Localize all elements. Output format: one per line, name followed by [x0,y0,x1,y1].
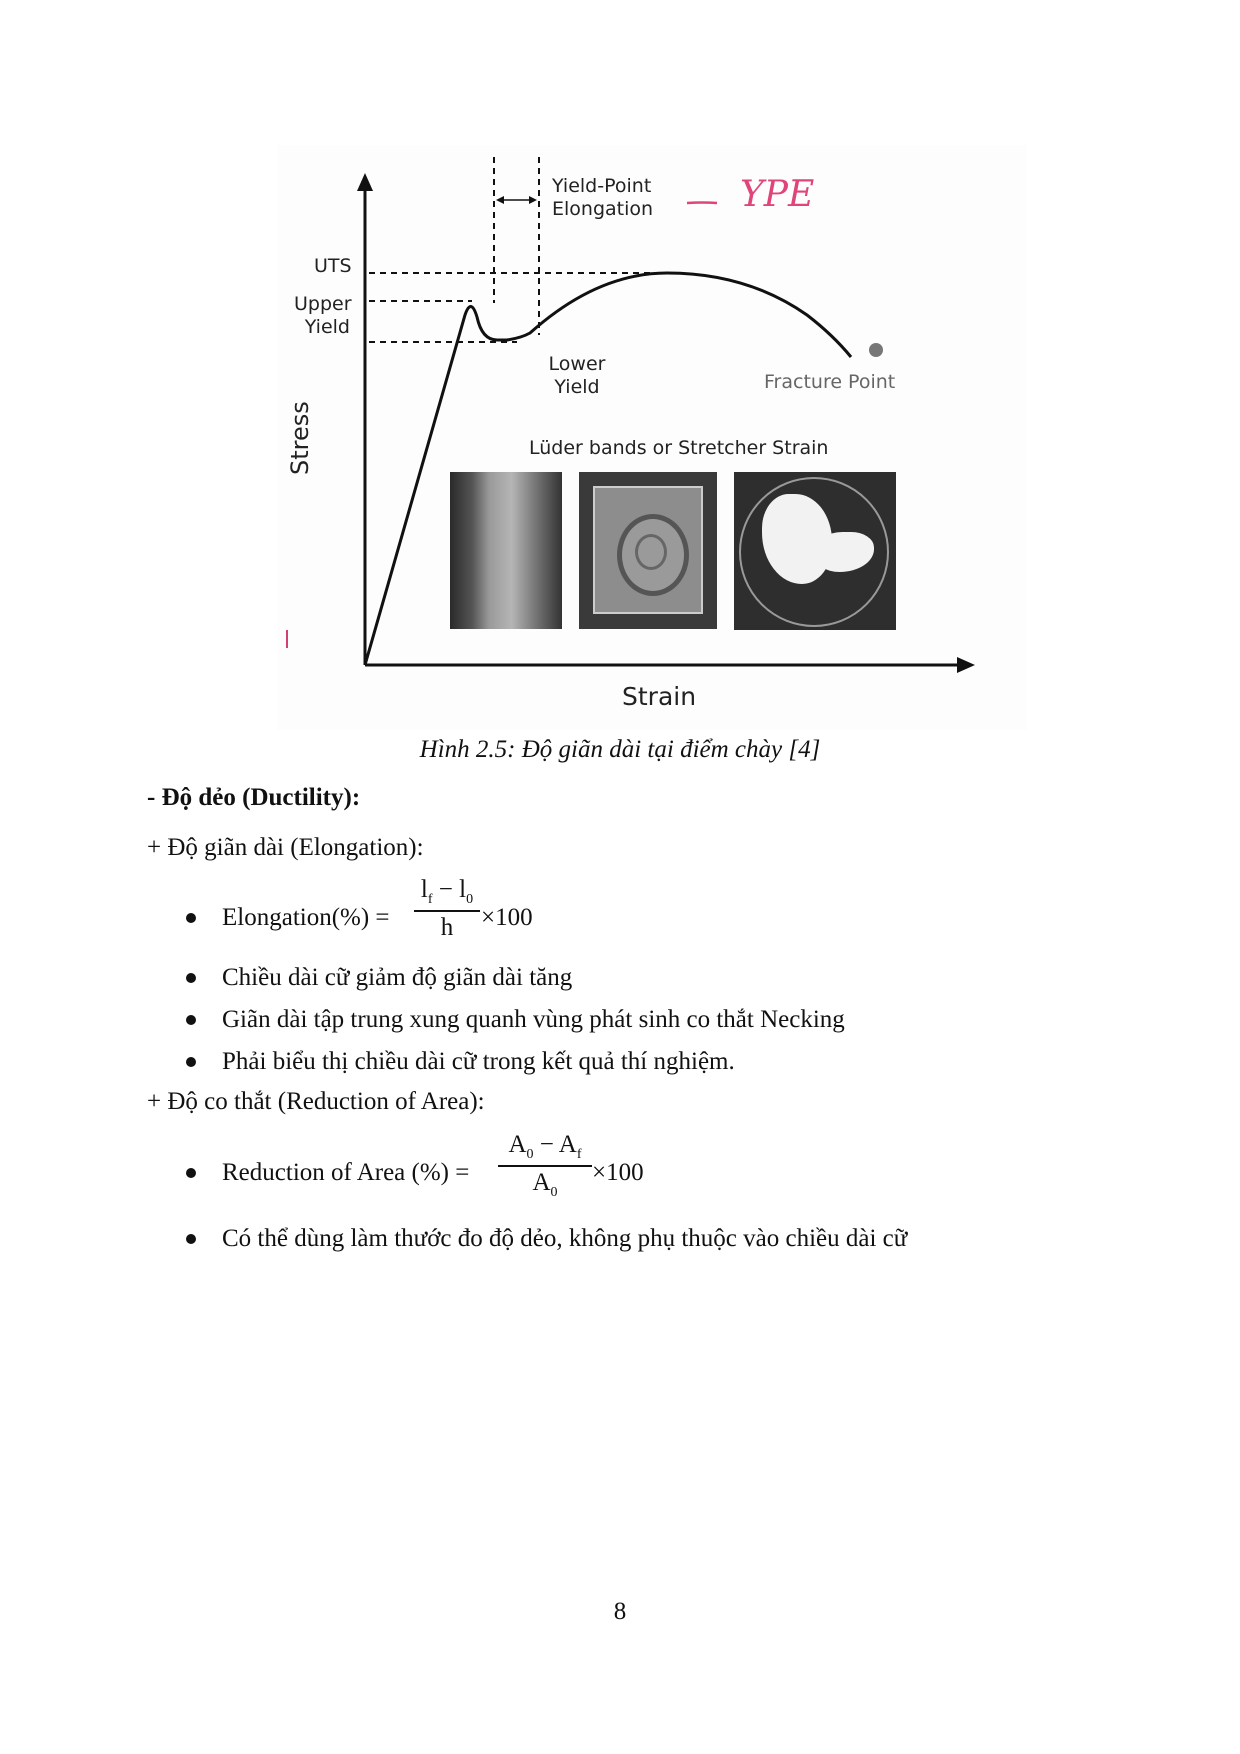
stress-strain-figure [277,145,1027,730]
reduction-formula-lhs: Reduction of Area (%) = [222,1159,470,1186]
bullet-dot [186,1057,196,1067]
reduction-fraction-bar [498,1165,592,1167]
bullet-dot [186,1168,196,1178]
uts-label: UTS [314,255,352,277]
reduction-title: + Độ co thắt (Reduction of Area): [147,1088,485,1115]
elongation-multiplier: ×100 [481,904,533,931]
ype-label: Yield-Point Elongation [552,175,654,220]
fracture-surface-photo [734,472,896,630]
lower-yield-label: Lower Yield [548,353,606,398]
elongation-fraction-bar [414,910,480,912]
elongation-title: + Độ giãn dài (Elongation): [147,834,424,861]
luder-bands-photo [450,472,562,629]
elongation-formula-lhs: Elongation(%) = [222,904,390,931]
ductility-heading: - Độ dẻo (Ductility): [147,784,361,811]
elongation-bullet-3: Phải biểu thị chiều dài cữ trong kết quả thí nghiệm. [222,1048,735,1075]
reduction-bullet-1: Có thể dùng làm thước đo độ dẻo, không phụ thuộc vào chiều dài cữ [222,1225,908,1252]
reduction-denominator: $A_0$ [532,1169,558,1200]
strain-axis-label: Strain [622,682,697,711]
fracture-point-label: Fracture Point [764,371,896,393]
elongation-bullet-2: Giãn dài tập trung xung quanh vùng phát sinh co thắt Necking [222,1006,845,1033]
reduction-multiplier: ×100 [592,1159,644,1186]
page-number: 8 [613,1598,627,1625]
stretcher-strain-panel-photo [579,472,717,629]
x-axis-arrow [957,657,975,673]
handwritten-dash [687,203,717,204]
elongation-denominator: h [440,914,454,941]
stress-axis-label: Stress [286,401,314,475]
y-axis-arrow [357,173,373,191]
bullet-dot [186,1015,196,1025]
reduction-numerator: $A_0 - A_f$ [508,1131,582,1162]
fracture-point-marker [869,343,883,357]
bullet-dot [186,913,196,923]
bullet-dot [186,1234,196,1244]
bullet-dot [186,973,196,983]
photos-title: Lüder bands or Stretcher Strain [529,437,829,459]
handwritten-ype-note: YPE [740,174,815,215]
figure-caption: Hình 2.5: Độ giãn dài tại điểm chày [4] [419,736,821,763]
elongation-numerator: $l_f - l_0$ [420,876,474,907]
elongation-bullet-1: Chiều dài cữ giảm độ giãn dài tăng [222,964,573,991]
upper-yield-label: Upper Yield [294,293,352,338]
